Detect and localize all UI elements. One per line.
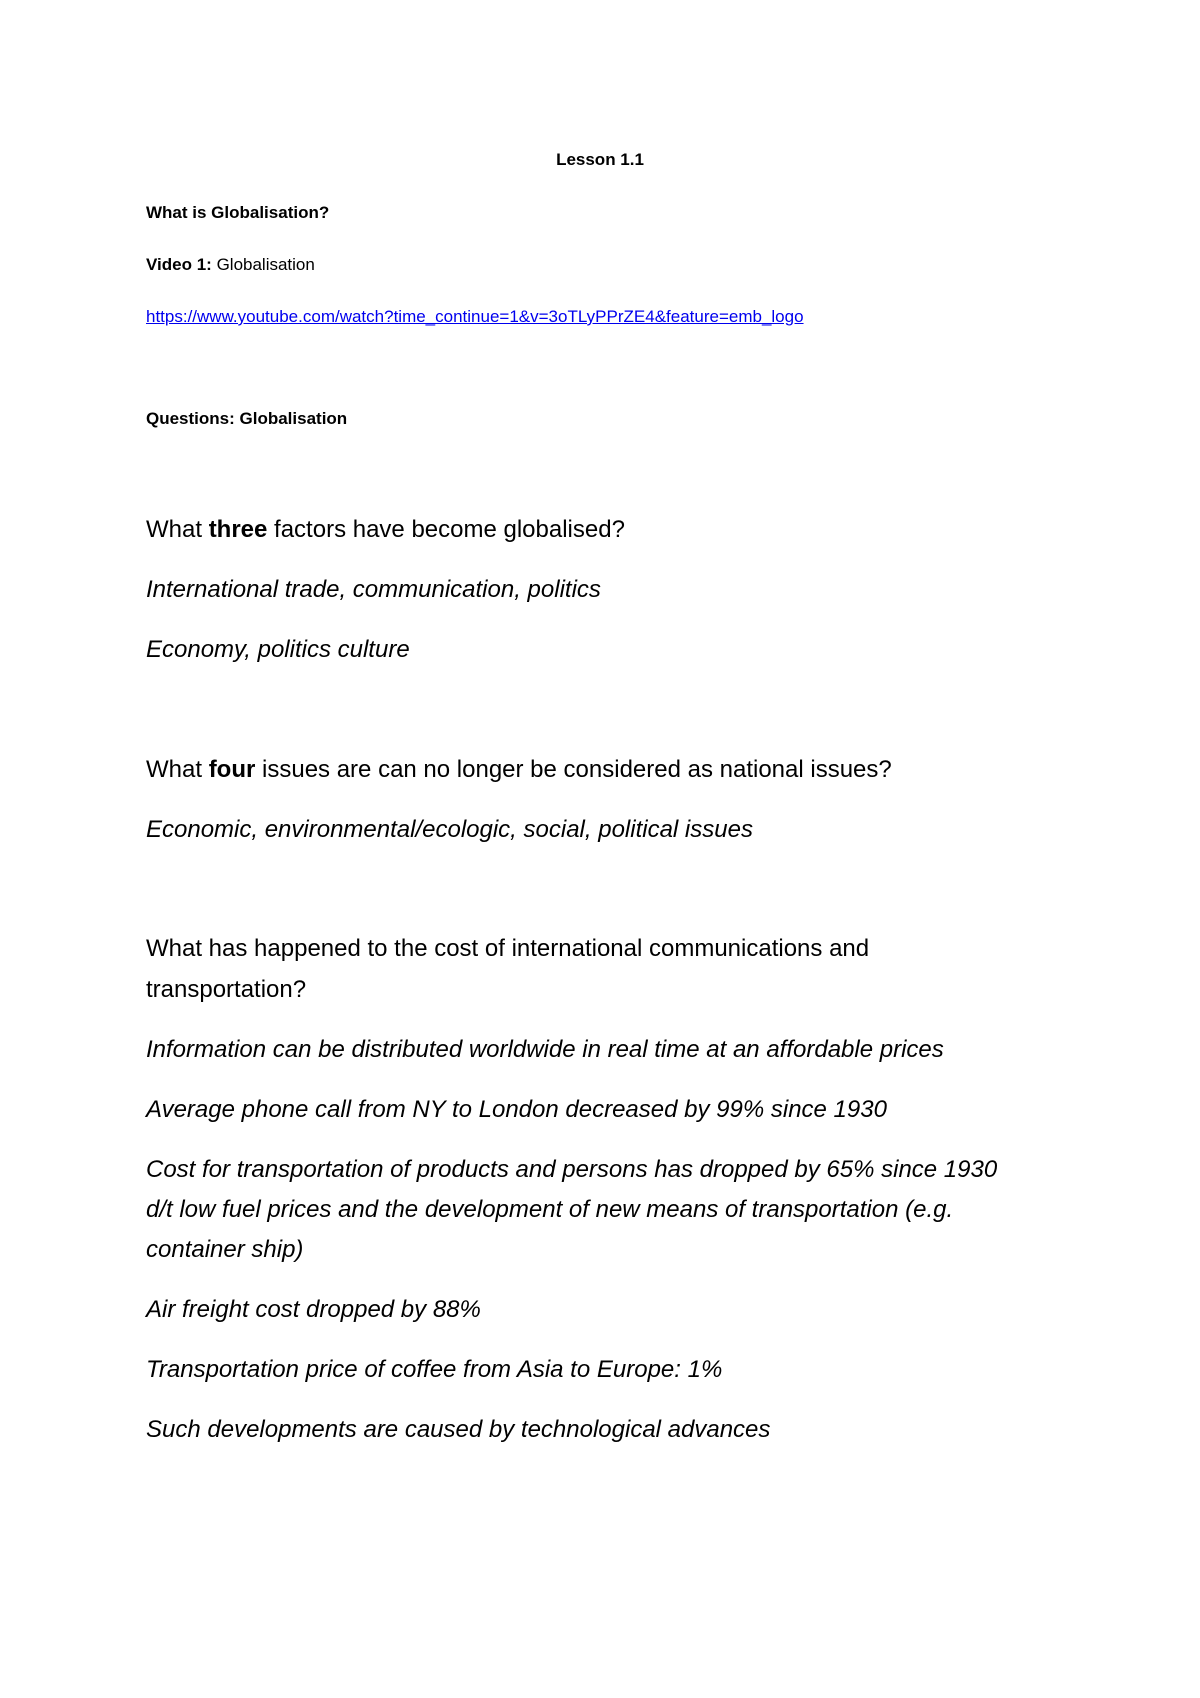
- answer-1-2: Economy, politics culture: [146, 636, 410, 663]
- lesson-title: Lesson 1.1: [556, 150, 644, 169]
- video-label: Video 1:: [146, 255, 212, 274]
- question-1-emphasis: three: [208, 516, 268, 543]
- answer-3-6: Air freight cost dropped by 88%: [146, 1296, 481, 1323]
- answer-3-8: Such developments are caused by technological advances: [146, 1416, 771, 1443]
- questions-heading: Questions: Globalisation: [146, 409, 348, 428]
- answer-3-3: Cost for transportation of products and persons has dropped by 65% since 1930: [146, 1156, 998, 1183]
- answer-3-5: container ship): [146, 1236, 304, 1263]
- video-link-line: [146, 306, 804, 328]
- video-title: Globalisation: [216, 255, 315, 274]
- question-1: [146, 510, 625, 550]
- question-2-emphasis: four: [208, 756, 256, 783]
- answer-1-1: International trade, communication, politics: [146, 576, 601, 603]
- video-link[interactable]: https://www.youtube.com/watch?time_continue=1&v=3oTLyPPrZE4&feature=emb_logo: [146, 307, 804, 326]
- answer-3-4: d/t low fuel prices and the development of new means of transportation (e.g.: [146, 1196, 954, 1223]
- question-3-line-1: What has happened to the cost of international communications and: [146, 935, 870, 962]
- answer-2-1: Economic, environmental/ecologic, social, political issues: [146, 816, 753, 843]
- question-2: [146, 750, 892, 790]
- question-1-after: factors have become globalised?: [267, 516, 625, 543]
- question-3-line-2: transportation?: [146, 976, 307, 1003]
- question-1-before: What: [146, 516, 209, 543]
- answer-3-1: Information can be distributed worldwide in real time at an affordable prices: [146, 1036, 944, 1063]
- answer-3-7: Transportation price of coffee from Asia to Europe: 1%: [146, 1356, 723, 1383]
- answer-3-2: Average phone call from NY to London decreased by 99% since 1930: [146, 1096, 887, 1123]
- video-line: [146, 254, 315, 276]
- section-heading: What is Globalisation?: [146, 203, 330, 222]
- question-2-before: What: [146, 756, 209, 783]
- question-2-after: issues are can no longer be considered as national issues?: [255, 756, 892, 783]
